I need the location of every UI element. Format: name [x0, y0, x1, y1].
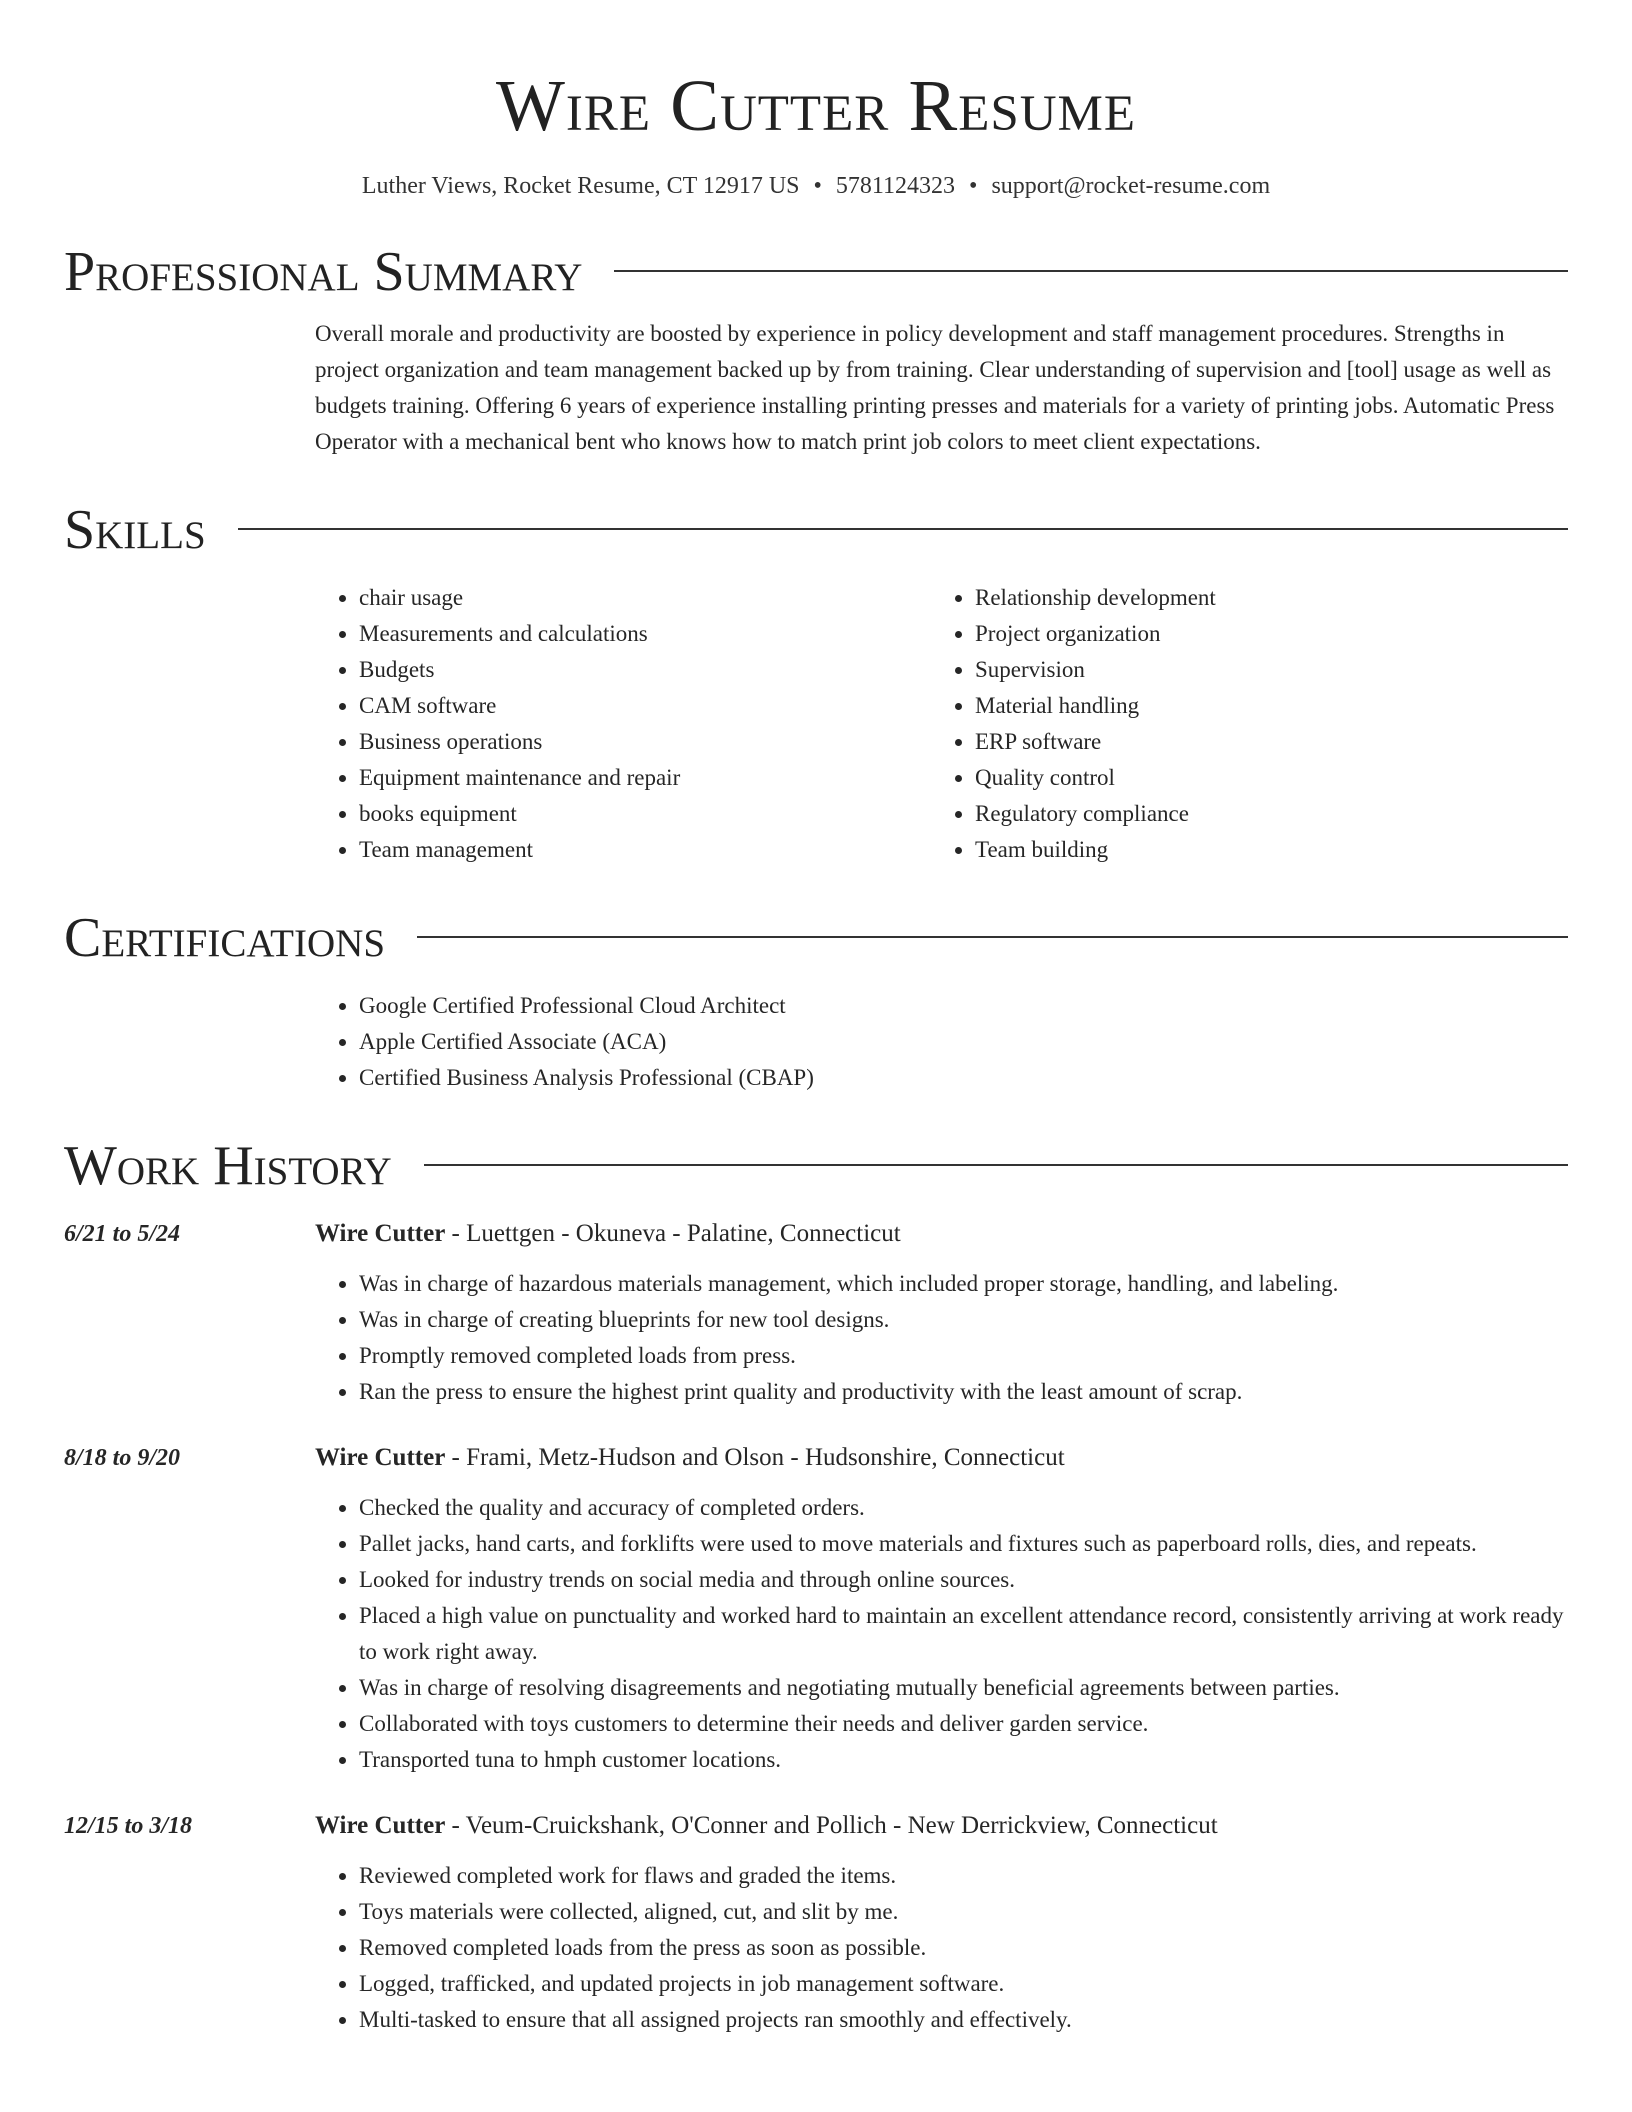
contact-phone: 5781124323 — [835, 173, 956, 199]
job-title: Wire Cutter — [315, 1220, 446, 1247]
skill-item: • CAM software — [359, 688, 931, 724]
certifications-heading: Certifications — [64, 907, 386, 969]
skill-item: • Team management — [359, 832, 931, 868]
job-bullet: • Checked the quality and accuracy of completed orders. — [359, 1490, 1568, 1526]
skills-heading: Skills — [64, 499, 206, 561]
contact-separator: • — [969, 173, 978, 199]
job-bullet: • Promptly removed completed loads from press. — [359, 1338, 1568, 1374]
summary-text: Overall morale and productivity are boosted by experience in policy development and staff management procedures. Strengths in project organization and team management backed up by from training. Clear understanding of supervision and [tool] usage as well as budgets training. Offering 6 years of experience installing printing presses and materials for a variety of printing jobs. Automatic Press Operator with a mechanical bent who knows how to match print job colors to meet client expectations. — [315, 321, 1555, 454]
skills-column-right — [931, 580, 1547, 868]
job-bullet: • Was in charge of resolving disagreements and negotiating mutually beneficial agreements between parties. — [359, 1670, 1568, 1706]
job-title-line — [315, 1440, 1568, 1476]
section-divider — [424, 1164, 1568, 1166]
summary-heading: Professional Summary — [64, 241, 583, 303]
job-bullet: • Looked for industry trends on social media and through online sources. — [359, 1562, 1568, 1598]
skill-item: • ERP software — [975, 724, 1547, 760]
job-bullet: • Ran the press to ensure the highest print quality and productivity with the least amount of scrap. — [359, 1374, 1568, 1410]
skill-item: • Budgets — [359, 652, 931, 688]
skill-item: • Team building — [975, 832, 1547, 868]
job-bullets — [315, 1266, 1568, 1410]
job-bullet: • Reviewed completed work for flaws and graded the items. — [359, 1858, 1568, 1894]
certification-item: • Certified Business Analysis Professional (CBAP) — [359, 1060, 1568, 1096]
skill-item: • Quality control — [975, 760, 1547, 796]
section-divider — [417, 936, 1568, 938]
summary-section-header — [64, 240, 1568, 304]
job-details — [315, 1216, 1568, 1410]
skills-column-left — [315, 580, 931, 868]
job-company: - Frami, Metz-Hudson and Olson - Hudsonshire, Connecticut — [445, 1444, 1065, 1471]
job-dates: 8/18 to 9/20 — [64, 1445, 181, 1471]
skill-item: • Equipment maintenance and repair — [359, 760, 931, 796]
skill-item: • Regulatory compliance — [975, 796, 1547, 832]
job-bullet: • Was in charge of hazardous materials management, which included proper storage, handling, and labeling. — [359, 1266, 1568, 1302]
job-bullet: • Multi-tasked to ensure that all assigned projects ran smoothly and effectively. — [359, 2002, 1568, 2038]
job-bullet: • Removed completed loads from the press as soon as possible. — [359, 1930, 1568, 1966]
job-entry — [64, 1216, 1568, 1410]
skill-item: • Project organization — [975, 616, 1547, 652]
job-bullet: • Placed a high value on punctuality and worked hard to maintain an excellent attendance record, consistently arriving at work ready to work right away. — [359, 1598, 1568, 1670]
job-bullet: • Transported tuna to hmph customer locations. — [359, 1742, 1568, 1778]
contact-address: Luther Views, Rocket Resume, CT 12917 US — [361, 173, 800, 199]
job-bullet: • Collaborated with toys customers to determine their needs and deliver garden service. — [359, 1706, 1568, 1742]
certification-item: • Apple Certified Associate (ACA) — [359, 1024, 1568, 1060]
skill-item: • Relationship development — [975, 580, 1547, 616]
job-details — [315, 1440, 1568, 1778]
job-dates: 12/15 to 3/18 — [64, 1813, 193, 1839]
job-entry — [64, 1440, 1568, 1778]
job-dates: 6/21 to 5/24 — [64, 1221, 181, 1247]
section-divider — [238, 528, 1568, 530]
job-bullet: • Toys materials were collected, aligned, cut, and slit by me. — [359, 1894, 1568, 1930]
skill-item: • Material handling — [975, 688, 1547, 724]
contact-separator: • — [813, 173, 822, 199]
section-divider — [614, 270, 1568, 272]
skill-item: • Business operations — [359, 724, 931, 760]
job-title-line — [315, 1808, 1568, 1844]
job-bullets — [315, 1858, 1568, 2038]
job-company: - Veum-Cruickshank, O'Conner and Pollich - New Derrickview, Connecticut — [445, 1812, 1218, 1839]
job-title: Wire Cutter — [315, 1444, 446, 1471]
job-bullet: • Logged, trafficked, and updated projects in job management software. — [359, 1966, 1568, 2002]
job-company: - Luettgen - Okuneva - Palatine, Connecticut — [445, 1220, 901, 1247]
skills-section-header — [64, 498, 1568, 562]
job-title-line — [315, 1216, 1568, 1252]
job-details — [315, 1808, 1568, 2038]
skill-item: • books equipment — [359, 796, 931, 832]
work-history-section-header — [64, 1134, 1568, 1198]
certifications-list — [315, 988, 1568, 1096]
contact-email: support@rocket-resume.com — [991, 173, 1271, 199]
resume-title: Wire Cutter Resume — [495, 65, 1137, 146]
contact-line — [64, 170, 1568, 202]
job-bullet: • Was in charge of creating blueprints for new tool designs. — [359, 1302, 1568, 1338]
certifications-section-header — [64, 906, 1568, 970]
job-title: Wire Cutter — [315, 1812, 446, 1839]
job-bullet: • Pallet jacks, hand carts, and forklifts were used to move materials and fixtures such as paperboard rolls, dies, and repeats. — [359, 1526, 1568, 1562]
job-bullets — [315, 1490, 1568, 1778]
skill-item: • Supervision — [975, 652, 1547, 688]
skills-list — [315, 580, 1568, 868]
skill-item: • chair usage — [359, 580, 931, 616]
certification-item: • Google Certified Professional Cloud Architect — [359, 988, 1568, 1024]
work-history-heading: Work History — [64, 1135, 392, 1197]
job-entry — [64, 1808, 1568, 2038]
skill-item: • Measurements and calculations — [359, 616, 931, 652]
